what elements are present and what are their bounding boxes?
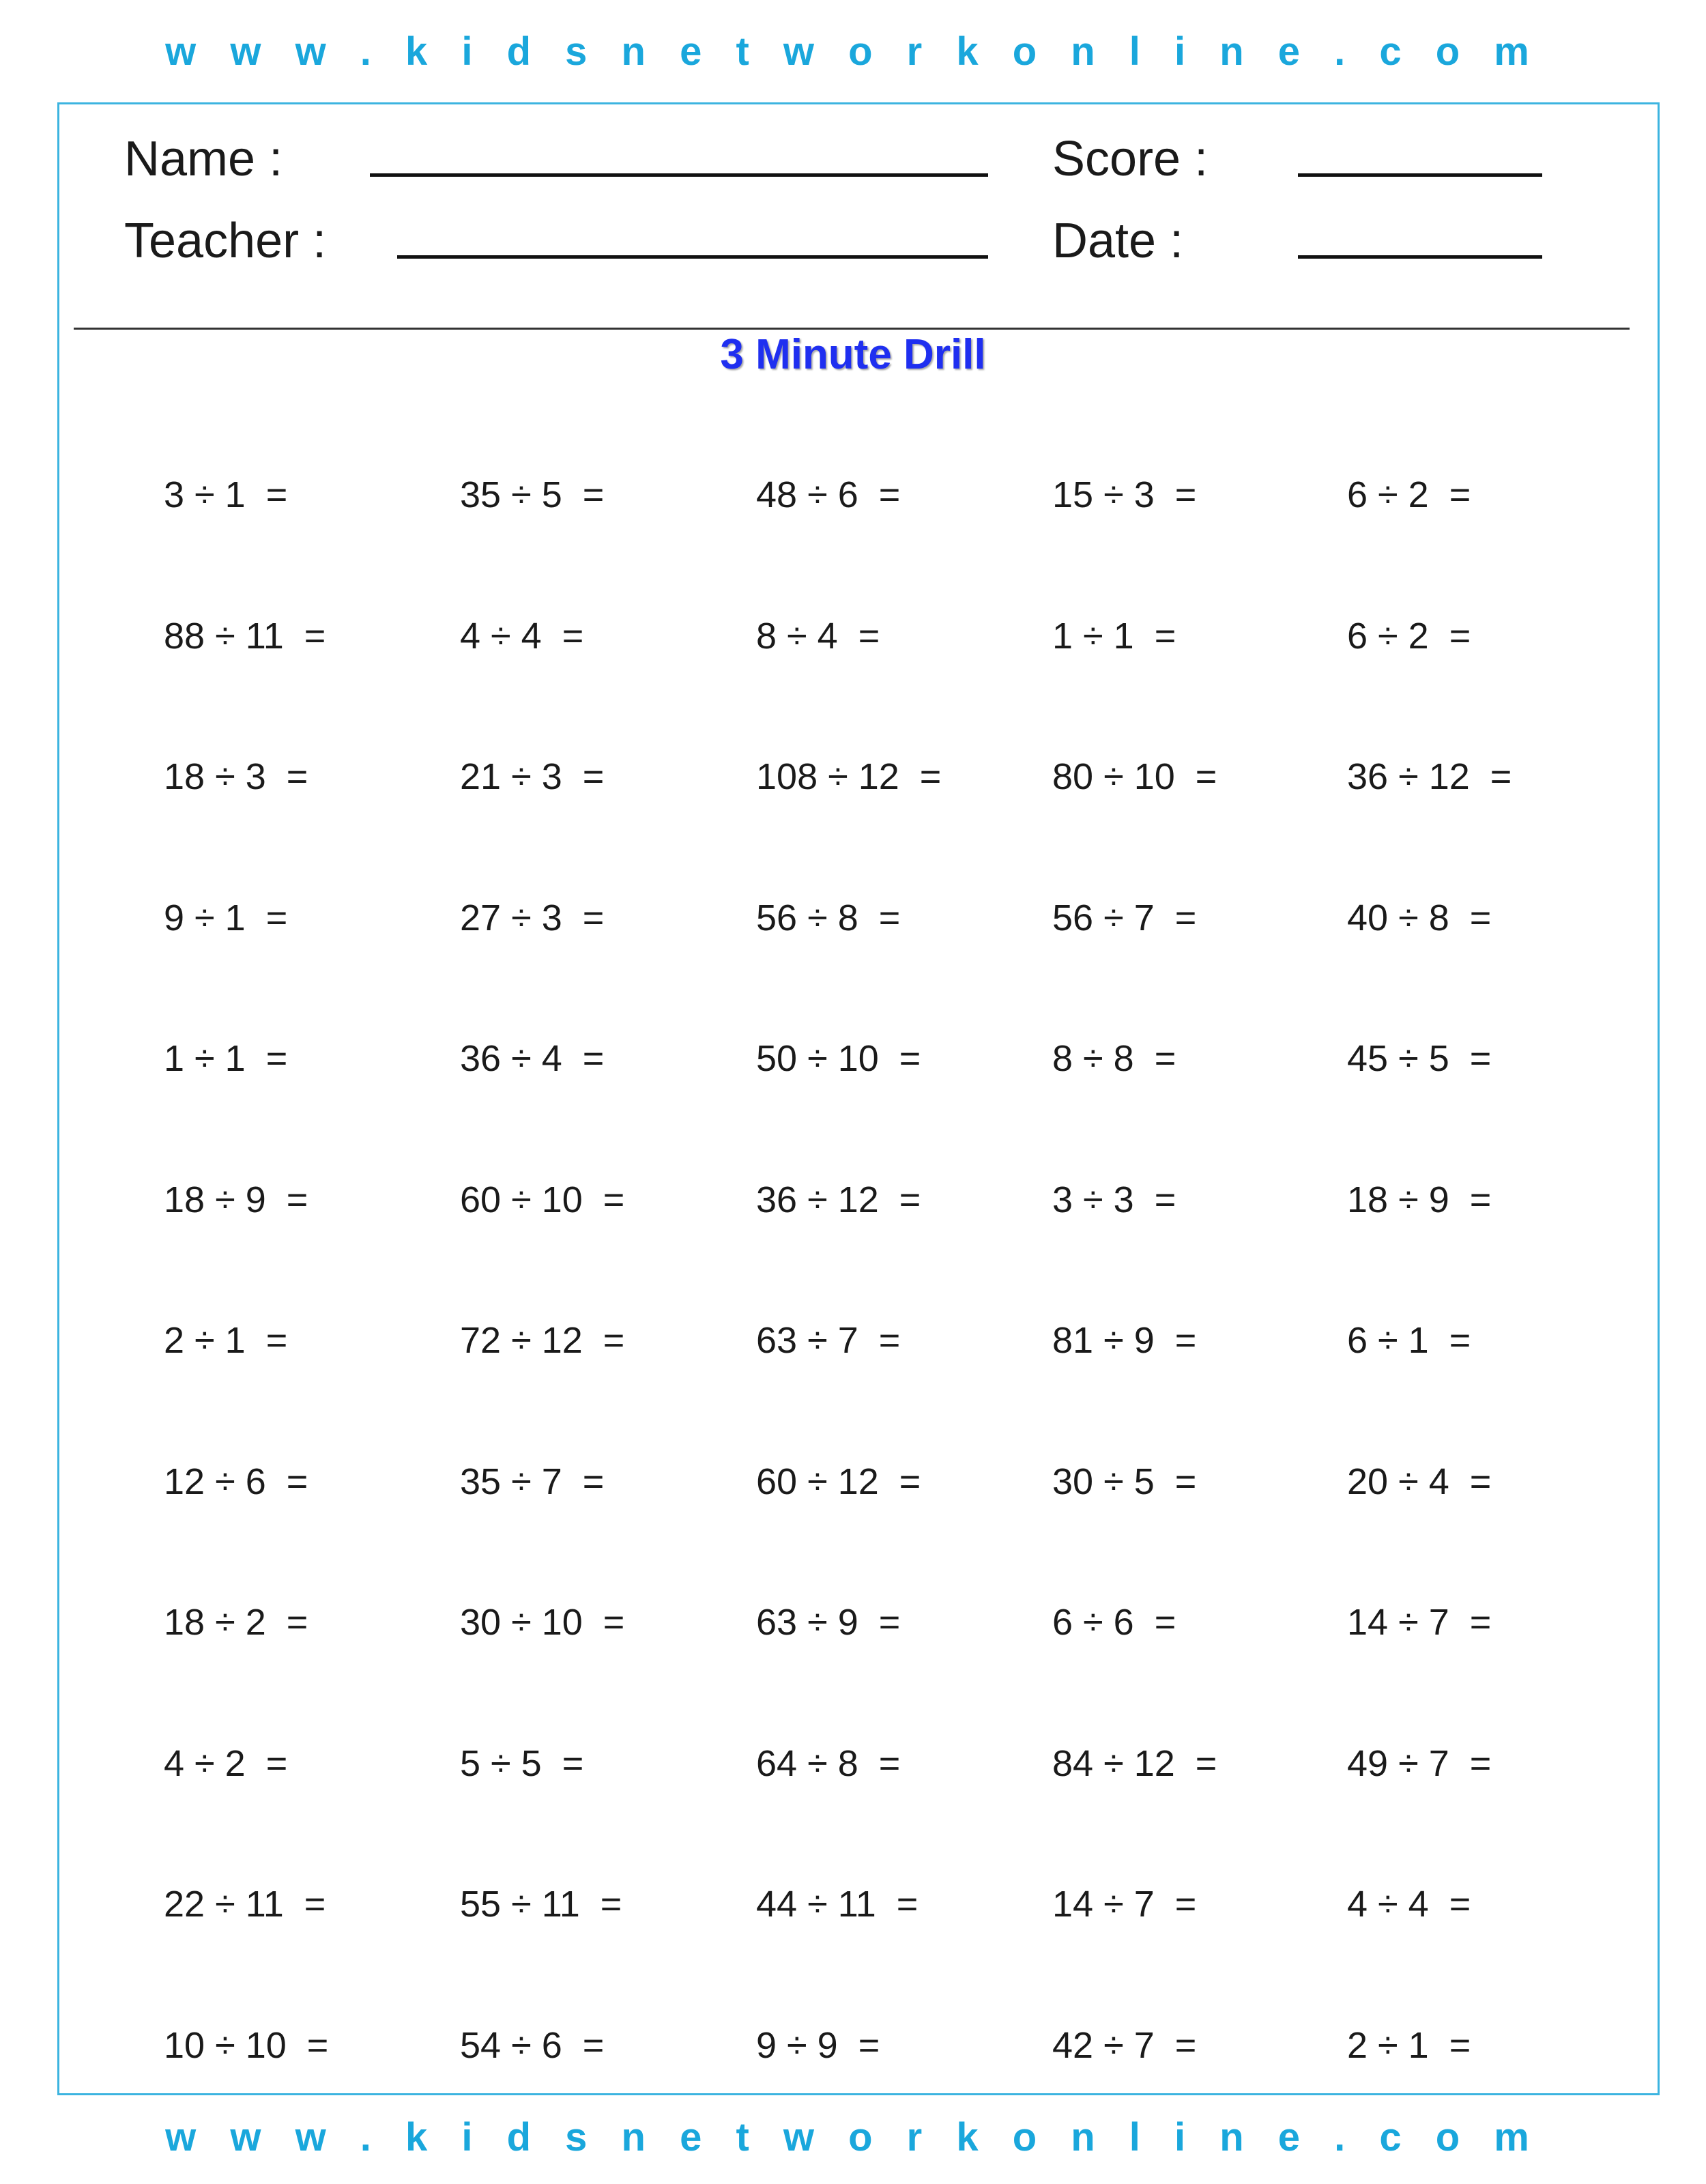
problem-row [164,1598,1665,1653]
division-problem: 42 ÷ 7 = [1052,2025,1197,2066]
division-problem: 30 ÷ 10 = [460,1602,625,1643]
division-problem: 4 ÷ 2 = [164,1743,288,1784]
division-problem: 2 ÷ 1 = [164,1320,288,1361]
division-problem: 84 ÷ 12 = [1052,1743,1217,1784]
date-label: Date : [1052,214,1184,268]
division-problem: 8 ÷ 8 = [1052,1038,1176,1079]
division-problem: 50 ÷ 10 = [756,1038,921,1079]
division-problem: 63 ÷ 9 = [756,1602,901,1643]
problem-row [164,1740,1665,1794]
division-problem: 9 ÷ 9 = [756,2025,880,2066]
problem-row [164,894,1665,949]
division-problem: 6 ÷ 1 = [1347,1320,1471,1361]
division-problem: 1 ÷ 1 = [1052,616,1176,657]
division-problem: 72 ÷ 12 = [460,1320,625,1361]
division-problem: 18 ÷ 3 = [164,756,308,797]
drill-title: 3 Minute Drill [720,331,986,378]
teacher-line [397,255,988,259]
division-problem: 3 ÷ 3 = [1052,1179,1176,1220]
teacher-label: Teacher : [124,214,327,268]
division-problem: 5 ÷ 5 = [460,1743,584,1784]
division-problem: 45 ÷ 5 = [1347,1038,1492,1079]
problem-row [164,1880,1665,1935]
division-problem: 56 ÷ 7 = [1052,897,1197,938]
division-problem: 64 ÷ 8 = [756,1743,901,1784]
division-problem: 56 ÷ 8 = [756,897,901,938]
name-label: Name : [124,132,283,186]
division-problem: 9 ÷ 1 = [164,897,288,938]
division-problem: 36 ÷ 12 = [1347,756,1512,797]
division-problem: 30 ÷ 5 = [1052,1461,1197,1502]
division-problem: 49 ÷ 7 = [1347,1743,1492,1784]
division-problem: 36 ÷ 12 = [756,1179,921,1220]
division-problem: 1 ÷ 1 = [164,1038,288,1079]
problem-row [164,1317,1665,1371]
division-problem: 8 ÷ 4 = [756,616,880,657]
worksheet-frame [57,102,1660,2095]
division-problem: 35 ÷ 5 = [460,474,605,515]
division-problem: 40 ÷ 8 = [1347,897,1492,938]
division-problem: 18 ÷ 9 = [164,1179,308,1220]
division-problem: 6 ÷ 2 = [1347,474,1471,515]
division-problem: 14 ÷ 7 = [1347,1602,1492,1643]
division-problem: 2 ÷ 1 = [1347,2025,1471,2066]
division-problem: 60 ÷ 10 = [460,1179,625,1220]
division-problem: 21 ÷ 3 = [460,756,605,797]
problem-row [164,753,1665,807]
name-line [370,173,988,177]
division-problem: 80 ÷ 10 = [1052,756,1217,797]
problem-row [164,2022,1665,2076]
problem-row [164,1458,1665,1512]
division-problem: 108 ÷ 12 = [756,756,942,797]
division-problem: 22 ÷ 11 = [164,1884,326,1925]
division-problem: 48 ÷ 6 = [756,474,901,515]
division-problem: 36 ÷ 4 = [460,1038,605,1079]
division-problem: 18 ÷ 2 = [164,1602,308,1643]
division-problem: 20 ÷ 4 = [1347,1461,1492,1502]
division-problem: 15 ÷ 3 = [1052,474,1197,515]
division-problem: 27 ÷ 3 = [460,897,605,938]
site-url-top: w w w . k i d s n e t w o r k o n l i n e . c o m [165,29,1541,74]
division-problem: 63 ÷ 7 = [756,1320,901,1361]
division-problem: 10 ÷ 10 = [164,2025,329,2066]
score-line [1298,173,1542,177]
division-problem: 3 ÷ 1 = [164,474,288,515]
division-problem: 60 ÷ 12 = [756,1461,921,1502]
division-problem: 55 ÷ 11 = [460,1884,622,1925]
division-problem: 35 ÷ 7 = [460,1461,605,1502]
division-problem: 4 ÷ 4 = [1347,1884,1471,1925]
division-problem: 6 ÷ 6 = [1052,1602,1176,1643]
problem-row [164,612,1665,667]
division-problem: 81 ÷ 9 = [1052,1320,1197,1361]
division-problem: 44 ÷ 11 = [756,1884,919,1925]
division-problem: 14 ÷ 7 = [1052,1884,1197,1925]
division-problem: 54 ÷ 6 = [460,2025,605,2066]
division-problem: 12 ÷ 6 = [164,1461,308,1502]
division-problem: 18 ÷ 9 = [1347,1179,1492,1220]
problem-row [164,1176,1665,1231]
score-label: Score : [1052,132,1209,186]
header-divider [74,328,1630,330]
problem-row [164,471,1665,526]
division-problem: 4 ÷ 4 = [460,616,584,657]
division-problem: 88 ÷ 11 = [164,616,326,657]
problem-row [164,1035,1665,1089]
site-url-bottom: w w w . k i d s n e t w o r k o n l i n e . c o m [165,2115,1541,2159]
date-line [1298,255,1542,259]
division-problem: 6 ÷ 2 = [1347,616,1471,657]
